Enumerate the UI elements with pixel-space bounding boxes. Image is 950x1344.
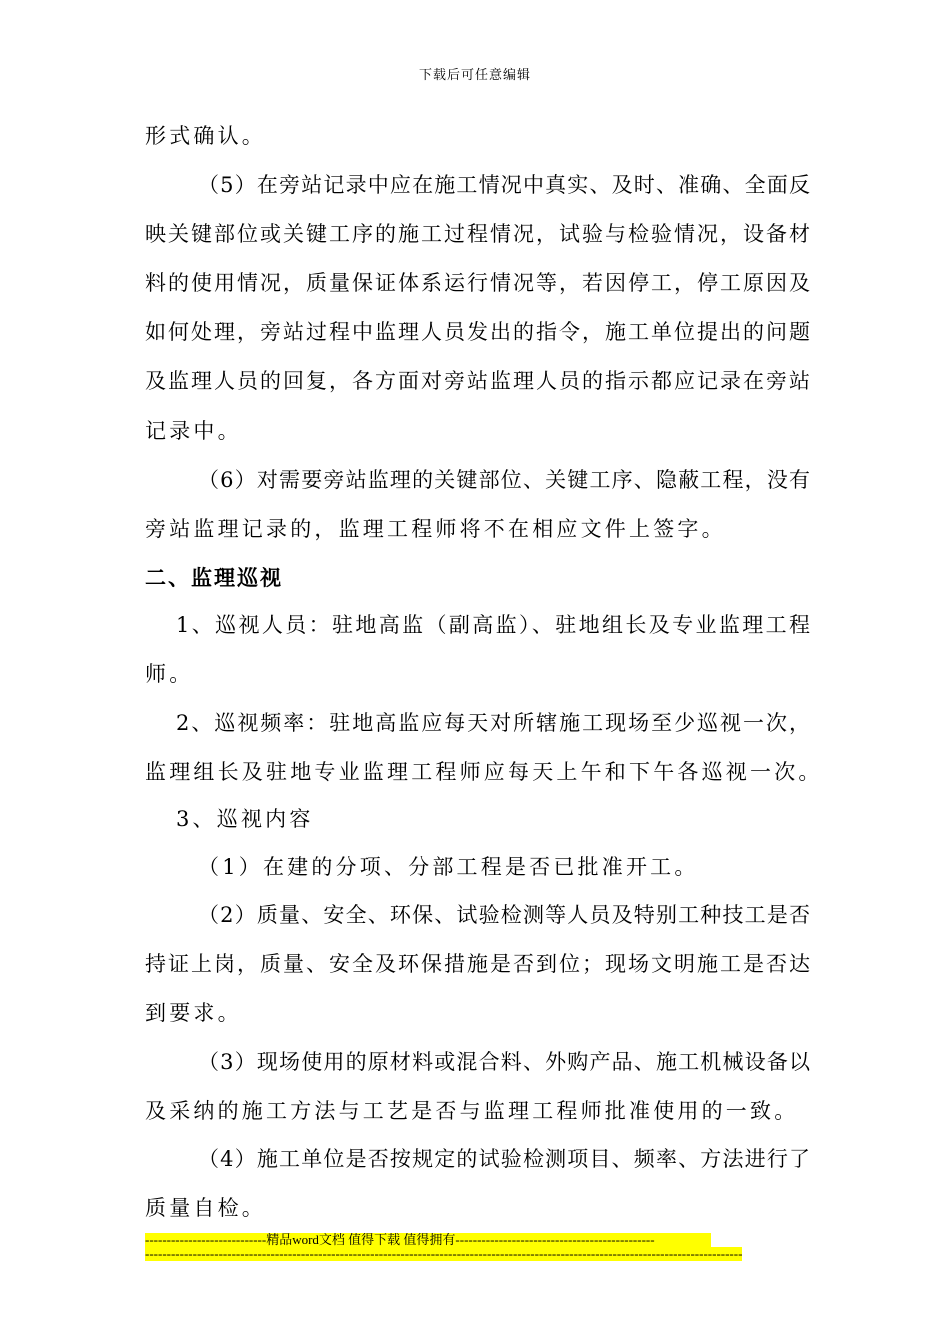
paragraph-line: （5）在旁站记录中应在施工情况中真实、及时、准确、全面反: [198, 173, 810, 197]
footer-banner: ----------------------------精品word文档 值得下载 值得拥有----------------------------------------------: [145, 1233, 711, 1247]
paragraph-line: 到要求。: [145, 1001, 242, 1025]
paragraph-line: 形式确认。: [145, 124, 266, 148]
paragraph-line: 如何处理，旁站过程中监理人员发出的指令，施工单位提出的问题: [145, 320, 810, 344]
paragraph-line: 及采纳的施工方法与工艺是否与监理工程师批准使用的一致。: [145, 1099, 799, 1123]
footer-divider: ------------------------------------------------------------------------------------------------------------------------------------------: [145, 1247, 742, 1261]
paragraph-line: （1）在建的分项、分部工程是否已批准开工。: [198, 855, 699, 879]
paragraph-line: （4）施工单位是否按规定的试验检测项目、频率、方法进行了: [198, 1147, 810, 1171]
paragraph-line: 映关键部位或关键工序的施工过程情况，试验与检验情况，设备材: [145, 222, 810, 246]
paragraph-line: 监理组长及驻地专业监理工程师应每天上午和下午各巡视一次。: [145, 760, 823, 784]
page-header: 下载后可任意编辑: [418, 68, 531, 83]
paragraph-line: 旁站监理记录的，监理工程师将不在相应文件上签字。: [145, 517, 726, 541]
paragraph-line: 1、巡视人员：驻地高监（副高监）、驻地组长及专业监理工程: [176, 613, 810, 637]
paragraph-line: 记录中。: [145, 419, 242, 443]
paragraph-line: （6）对需要旁站监理的关键部位、关键工序、隐蔽工程，没有: [198, 468, 810, 492]
paragraph-line: （3）现场使用的原材料或混合料、外购产品、施工机械设备以: [198, 1050, 810, 1074]
section-heading: 二、监理巡视: [145, 565, 283, 590]
paragraph-line: 料的使用情况，质量保证体系运行情况等，若因停工，停工原因及: [145, 271, 810, 295]
paragraph-line: 及监理人员的回复，各方面对旁站监理人员的指示都应记录在旁站: [145, 369, 810, 393]
paragraph-line: 质量自检。: [145, 1196, 266, 1220]
paragraph-line: 师。: [145, 662, 194, 686]
paragraph-line: 持证上岗，质量、安全及环保措施是否到位；现场文明施工是否达: [145, 952, 810, 976]
paragraph-line: （2）质量、安全、环保、试验检测等人员及特别工种技工是否: [198, 903, 810, 927]
subheading-line: 3、巡视内容: [176, 807, 314, 831]
paragraph-line: 2、巡视频率：驻地高监应每天对所辖施工现场至少巡视一次，: [176, 711, 810, 735]
